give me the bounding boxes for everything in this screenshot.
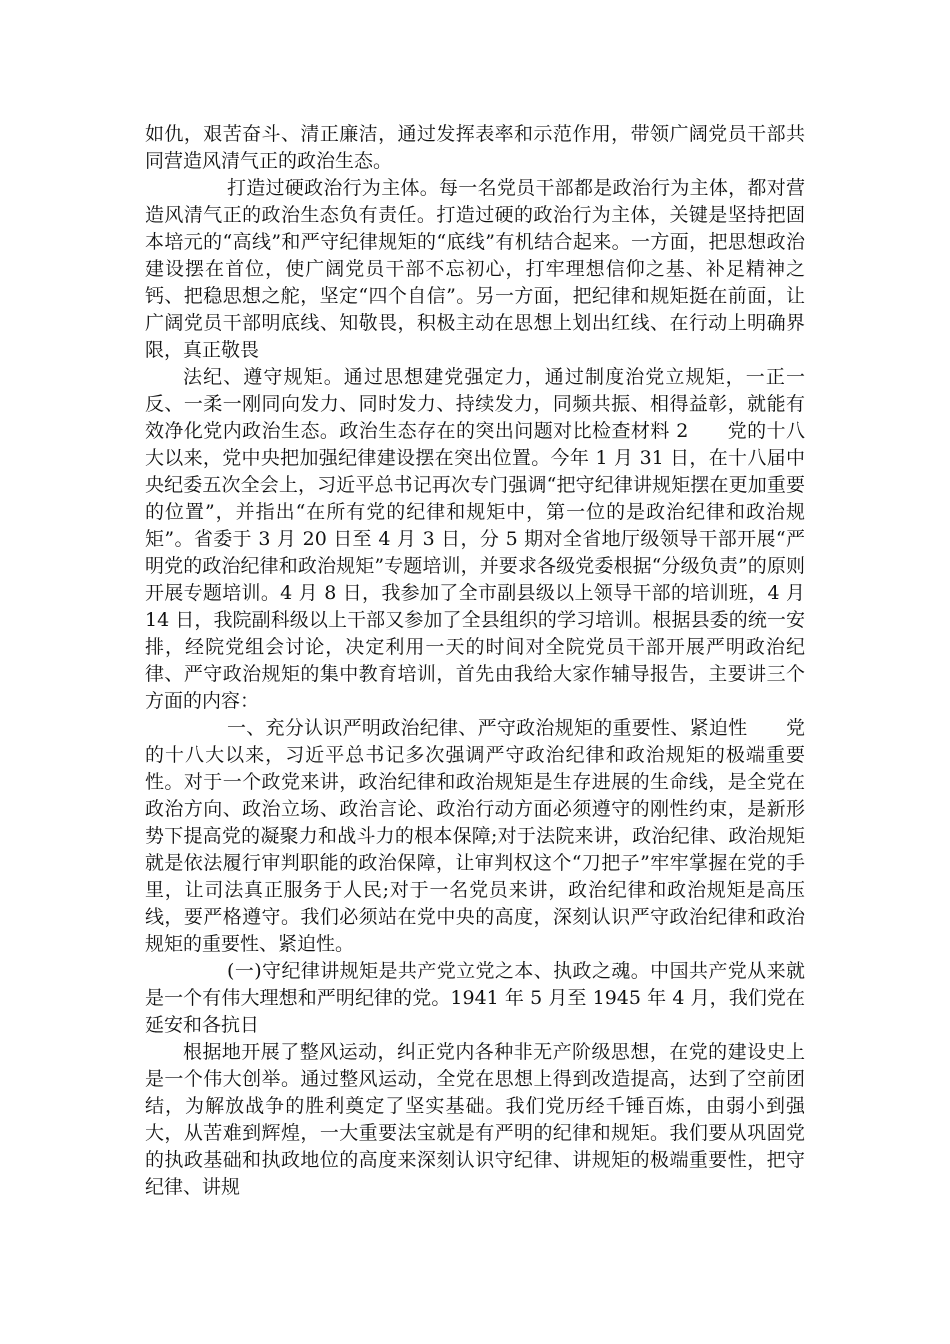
paragraph-5: (一)守纪律讲规矩是共产党立党之本、执政之魂。中国共产党从来就是一个有伟大理想和严明纪律的党。1941 年 5 月至 1945 年 4 月，我们党在延安和各抗日	[145, 960, 805, 1036]
document-body	[145, 121, 805, 1201]
paragraph-3: 法纪、遵守规矩。通过思想建党强定力，通过制度治党立规矩，一正一反、一柔一刚同向发力、同时发力、持续发力，同频共振、相得益彰，就能有效净化党内政治生态。政治生态存在的突出问题对比检查材料 2 党的十八大以来，党中央把加强纪律建设摆在突出位置。今年 1 月 31 日，在十八届中央纪委五次全会上，习近平总书记再次专门强调“把守纪律讲规矩摆在更加重要的位置”，并指出“在所有党的纪律和规矩中，第一位的是政治纪律和政治规矩”。省委于 3 月 20 日至 4 月 3 日，分 5 期对全省地厅级领导干部开展“严明党的政治纪律和政治规矩”专题培训，并要求各级党委根据“分级负责”的原则开展专题培训。4 月 8 日，我参加了全市副县级以上领导干部的培训班，4 月 14 日，我院副科级以上干部又参加了全县组织的学习培训。根据县委的统一安排，经院党组会讨论，决定利用一天的时间对全院党员干部开展严明政治纪律、严守政治规矩的集中教育培训，首先由我给大家作辅导报告，主要讲三个方面的内容：	[145, 366, 805, 712]
paragraph-1: 如仇，艰苦奋斗、清正廉洁，通过发挥表率和示范作用，带领广阔党员干部共同营造风清气正的政治生态。	[145, 123, 805, 172]
paragraph-2: 打造过硬政治行为主体。每一名党员干部都是政治行为主体，都对营造风清气正的政治生态负有责任。打造过硬的政治行为主体，关键是坚持把固本培元的“高线”和严守纪律规矩的“底线”有机结合起来。一方面，把思想政治建设摆在首位，使广阔党员干部不忘初心，打牢理想信仰之基、补足精神之钙、把稳思想之舵，坚定“四个自信”。另一方面，把纪律和规矩挺在前面，让广阔党员干部明底线、知敬畏，积极主动在思想上划出红线、在行动上明确界限，真正敬畏	[145, 177, 805, 361]
paragraph-4: 一、充分认识严明政治纪律、严守政治规矩的重要性、紧迫性 党的十八大以来，习近平总书记多次强调严守政治纪律和政治规矩的极端重要性。对于一个政党来讲，政治纪律和政治规矩是生存进展的生命线，是全党在政治方向、政治立场、政治言论、政治行动方面必须遵守的刚性约束，是新形势下提高党的凝聚力和战斗力的根本保障;对于法院来讲，政治纪律、政治规矩就是依法履行审判职能的政治保障，让审判权这个“刀把子”牢牢掌握在党的手里，让司法真正服务于人民;对于一名党员来讲，政治纪律和政治规矩是高压线，要严格遵守。我们必须站在党中央的高度，深刻认识严守政治纪律和政治规矩的重要性、紧迫性。	[145, 717, 805, 955]
paragraph-6: 根据地开展了整风运动，纠正党内各种非无产阶级思想，在党的建设史上是一个伟大创举。通过整风运动，全党在思想上得到改造提高，达到了空前团结，为解放战争的胜利奠定了坚实基础。我们党历经千锤百炼，由弱小到强大，从苦难到辉煌，一大重要法宝就是有严明的纪律和规矩。我们要从巩固党的执政基础和执政地位的高度来深刻认识守纪律、讲规矩的极端重要性，把守纪律、讲规	[145, 1041, 805, 1198]
